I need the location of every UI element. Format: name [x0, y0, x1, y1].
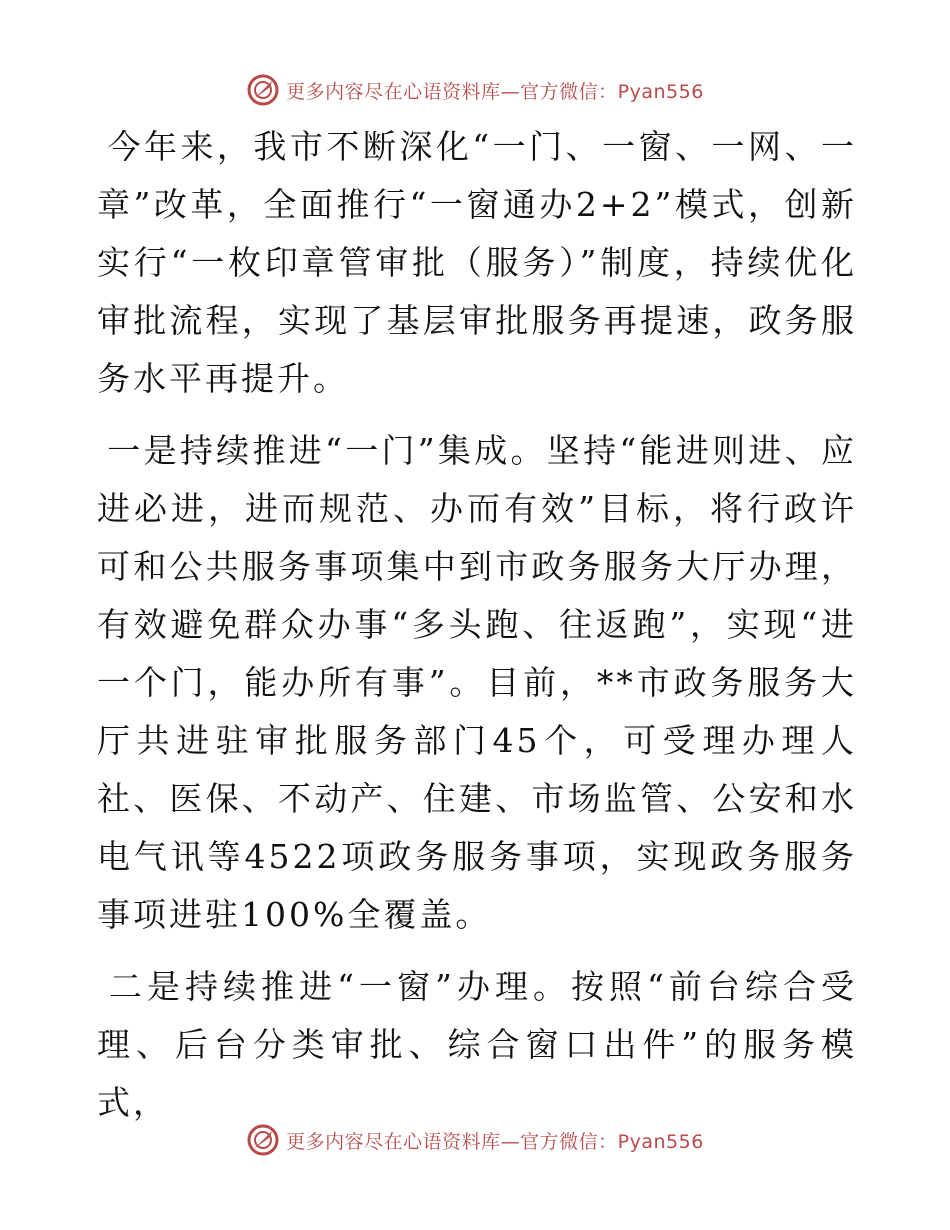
paragraph-intro	[97, 118, 857, 408]
document-body	[97, 118, 857, 1146]
quill-seal-icon	[246, 73, 280, 107]
paragraph-one-window-text: 二是持续推进“一窗”办理。按照“前台综合受理、后台分类审批、综合窗口出件”的服务模式，	[97, 967, 857, 1122]
header-banner-text: 更多内容尽在心语资料库—官方微信：Pyan556	[286, 80, 704, 103]
paragraph-one-door-text: 一是持续推进“一门”集成。坚持“能进则进、应进必进，进而规范、办而有效”目标，将行政许可和公共服务事项集中到市政务服务大厅办理，有效避免群众办事“多头跑、往返跑”，实现“进一个门，能办所有事”。目前，**市政务服务大厅共进驻审批服务部门45个，可受理办理人社、医保、不动产、住建、市场监管、公安和水电气讯等4522项政务服务事项，实现政务服务事项进驻100%全覆盖。	[97, 431, 857, 934]
paragraph-intro-text: 今年来，我市不断深化“一门、一窗、一网、一章”改革，全面推行“一窗通办2+2”模式，创新实行“一枚印章管审批（服务）”制度，持续优化审批流程，实现了基层审批服务再提速，政务服务水平再提升。	[97, 127, 857, 398]
footer-banner-text: 更多内容尽在心语资料库—官方微信：Pyan556	[286, 1130, 704, 1153]
header-banner	[0, 70, 950, 110]
footer-banner	[0, 1120, 950, 1160]
header-banner-inner	[246, 73, 704, 107]
paragraph-one-door	[97, 422, 857, 944]
footer-banner-inner	[246, 1123, 704, 1157]
quill-seal-icon	[246, 1123, 280, 1157]
paragraph-one-window	[97, 958, 857, 1132]
